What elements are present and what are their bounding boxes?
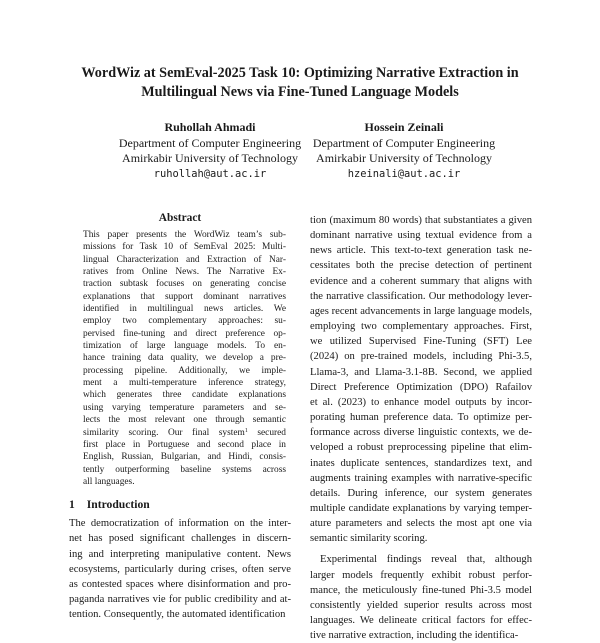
author-university: Amirkabir University of Technology — [122, 151, 298, 165]
text-line: ecosystems, particularly during crises, often serve — [69, 563, 291, 575]
text-line: evidence and a coherent summary that aligns with — [310, 275, 532, 287]
text-line: larger models frequently exhibit robust perfor- — [310, 569, 532, 581]
text-line: missions for Task 10 of SemEval 2025: Multi- — [83, 242, 286, 253]
text-line: as contested spaces where disinformation and pro- — [69, 578, 291, 590]
text-line: hance training data quality, we develop a pre- — [83, 353, 286, 364]
right-column — [310, 213, 532, 643]
text-line: augments training examples with narrative-specific — [310, 472, 532, 484]
text-line: dominant narrative using textual evidence from a — [310, 230, 532, 242]
text-line: employ two complementary approaches: su- — [83, 316, 286, 327]
text-line: ratives from Online News. The Narrative Ex- — [83, 267, 286, 278]
text-line: veloped a robust preprocessing pipeline that elim- — [310, 442, 532, 454]
author-email[interactable]: hzeinali@aut.ac.ir — [347, 167, 461, 180]
abstract-body — [69, 229, 291, 488]
text-line: employing two complementary approaches. First, — [310, 321, 532, 333]
text-line: multiple candidate explanations by varying temper- — [310, 502, 532, 514]
text-line: cessitates both the precise detection of pertinent — [310, 260, 532, 272]
text-line: lects the most relevant one through semantic — [83, 415, 286, 426]
left-column — [69, 212, 291, 622]
text-line: (2024) on pre-trained models, including Phi-3.5, — [310, 351, 532, 363]
title-line: Multilingual News via Fine-Tuned Language Models — [141, 84, 459, 100]
text-line: This paper presents the WordWiz team’s sub- — [83, 230, 286, 240]
text-line: which generates three candidate explanations — [83, 390, 286, 401]
text-line: inates duplicate sentences, standardizes text, and — [310, 457, 532, 469]
text-line: processing pipeline. Additionally, we imple- — [83, 365, 286, 376]
paper-title — [40, 64, 560, 102]
author-name: Hossein Zeinali — [364, 120, 444, 134]
text-line: tention. Consequently, the automated identification — [69, 609, 286, 621]
text-line: details. During inference, our system generates — [310, 487, 532, 499]
abstract-heading: Abstract — [158, 212, 202, 224]
text-line: ages recent advancements in large language models, — [310, 305, 532, 317]
text-line: tently outperforming baseline systems across — [83, 464, 286, 475]
text-line: Direct Preference Optimization (DPO) Rafailov — [310, 381, 532, 393]
text-line: identified in multilingual news articles. We — [83, 304, 286, 315]
text-line: we utilized Supervised Fine-Tuning (SFT) Lee — [310, 336, 532, 348]
text-line: porating human preference data. To optimize per- — [310, 412, 532, 424]
section-number: 1 — [69, 498, 75, 512]
text-line: tion (maximum 80 words) that substantiates a given — [310, 215, 532, 226]
paragraph — [310, 213, 532, 546]
section-heading — [69, 498, 291, 511]
text-line: The democratization of information on the inter- — [69, 518, 291, 530]
text-line: formance across diverse linguistic contexts, we de- — [310, 427, 532, 439]
text-line: the narrative classification. Our methodology lever- — [310, 290, 532, 302]
paragraph — [310, 552, 532, 643]
author-department: Department of Computer Engineering — [118, 135, 302, 150]
author-block — [294, 120, 514, 182]
title-line: WordWiz at SemEval-2025 Task 10: Optimizing Narrative Extraction in — [81, 65, 519, 81]
text-line: English, Russian, Bulgarian, and Hindi, consis- — [83, 452, 286, 463]
text-line: traction subtask focuses on generating concise — [83, 279, 286, 290]
intro-body — [69, 516, 291, 622]
text-line: ment a multi-temperature inference strategy, — [83, 378, 286, 389]
text-line: pervised fine-tuning and direct preference op- — [83, 328, 286, 339]
text-line: et al. (2023) to enhance model outputs by incor- — [310, 396, 532, 408]
author-university: Amirkabir University of Technology — [316, 151, 492, 165]
text-line: lingual Characterization and Extraction of Nar- — [83, 254, 286, 265]
text-line: using varying temperature parameters and se- — [83, 402, 286, 413]
text-line: consistently yielded superior results across most — [310, 599, 532, 611]
text-line: semantic similarity scoring. — [310, 533, 428, 545]
text-line: net has posed significant challenges in discern- — [69, 533, 291, 545]
footnote-mark[interactable]: 1 — [244, 427, 248, 434]
text-line: paganda narratives vie for public credibility and at- — [69, 594, 291, 605]
text-line: news article. This text-to-text generation task ne- — [310, 245, 532, 257]
text-line: first place in Portuguese and second place in — [83, 439, 286, 450]
text-line: ature parameters and selects the most apt one via — [310, 518, 532, 530]
text-line: explanations that support dominant narratives — [83, 291, 286, 302]
text-line: Experimental findings reveal that, although — [320, 554, 532, 566]
text-line: all languages. — [83, 476, 135, 487]
author-name: Ruhollah Ahmadi — [164, 120, 256, 134]
text-line: Llama-3, and Llama-3.1-8B. Second, we applied — [310, 366, 532, 378]
text-line: tive narrative extraction, including the identifica- — [310, 630, 519, 642]
author-department: Department of Computer Engineering — [312, 135, 496, 150]
section-title: Introduction — [86, 498, 150, 512]
text-line: languages. We delineate critical factors for effec- — [310, 615, 532, 627]
text-line: mance, the meticulously fine-tuned Phi-3.5 model — [310, 584, 532, 596]
author-block — [100, 120, 320, 182]
text-line: ing and interpreting manipulative content. News — [69, 548, 291, 560]
text-line: similarity scoring. Our final system$^1$ secured — [83, 427, 286, 438]
author-email[interactable]: ruhollah@aut.ac.ir — [153, 167, 267, 180]
text-line: timization of large language models. To en- — [83, 341, 286, 352]
